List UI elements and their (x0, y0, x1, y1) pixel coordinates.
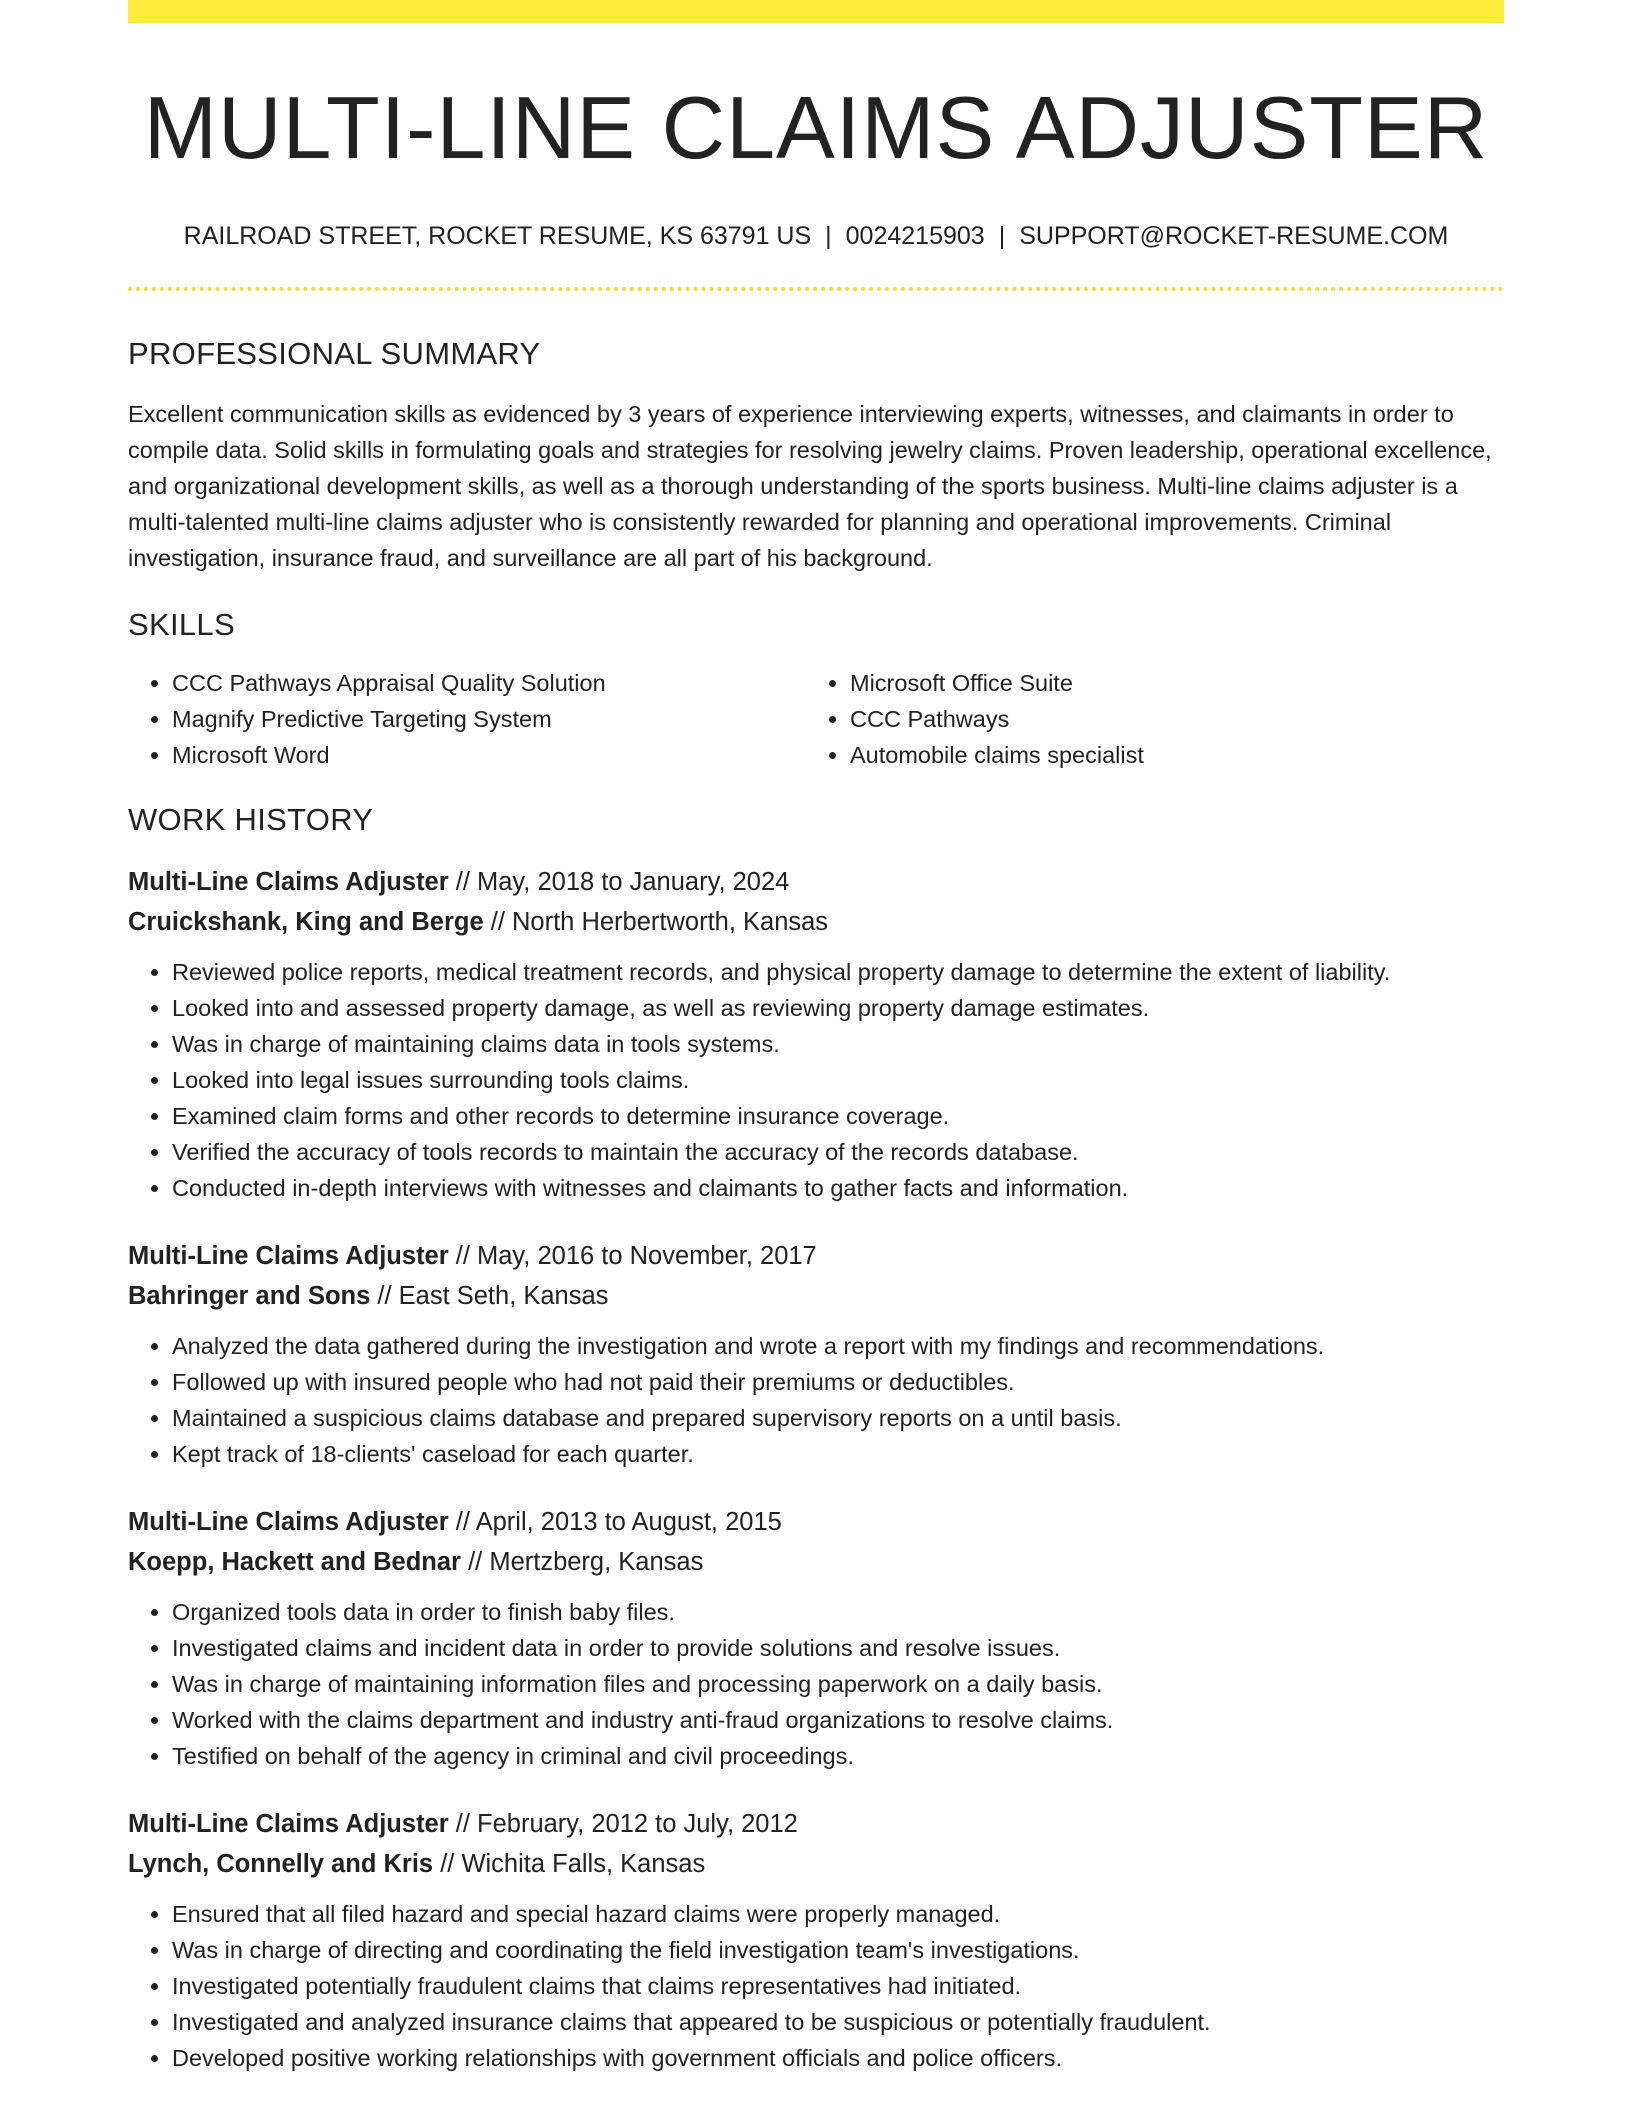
job-duty: • Verified the accuracy of tools records to maintain the accuracy of the records database. (172, 1134, 1504, 1170)
summary-heading: PROFESSIONAL SUMMARY (128, 335, 541, 371)
job-company: Bahringer and Sons (128, 1282, 371, 1311)
job-entry (128, 1236, 1504, 1472)
job-dates: // February, 2012 to July, 2012 (448, 1810, 798, 1839)
job-duty: • Ensured that all filed hazard and special hazard claims were properly managed. (172, 1896, 1504, 1932)
job-duty: • Worked with the claims department and industry anti-fraud organizations to resolve claims. (172, 1702, 1504, 1738)
job-duty: • Investigated claims and incident data in order to provide solutions and resolve issues. (172, 1630, 1504, 1666)
job-location: // Wichita Falls, Kansas (433, 1850, 706, 1879)
job-company-line (128, 902, 1504, 942)
contact-line (128, 221, 1504, 251)
job-duty: • Investigated and analyzed insurance claims that appeared to be suspicious or potentially fraudulent. (172, 2004, 1504, 2040)
job-duty: • Examined claim forms and other records to determine insurance coverage. (172, 1098, 1504, 1134)
job-duties-list (128, 954, 1504, 1206)
resume-page (128, 0, 1504, 2076)
job-company: Lynch, Connelly and Kris (128, 1850, 434, 1879)
skills-grid (128, 665, 1504, 773)
job-location: // East Seth, Kansas (370, 1282, 609, 1311)
job-role: Multi-Line Claims Adjuster (128, 868, 449, 897)
job-duties-list (128, 1896, 1504, 2076)
accent-bar (128, 0, 1504, 23)
skills-list-right (806, 665, 1484, 773)
work-history-heading: WORK HISTORY (128, 802, 374, 838)
job-role-line (128, 1502, 1504, 1542)
skill-item: • Automobile claims specialist (850, 737, 1484, 773)
job-duty: • Followed up with insured people who had not paid their premiums or deductibles. (172, 1364, 1504, 1400)
job-company-line (128, 1844, 1504, 1884)
skill-item: • CCC Pathways Appraisal Quality Solution (172, 665, 806, 701)
job-entry (128, 862, 1504, 1206)
job-duty: • Looked into and assessed property damage, as well as reviewing property damage estimates. (172, 990, 1504, 1026)
contact-separator: | (998, 221, 1006, 250)
job-duty: • Organized tools data in order to finish baby files. (172, 1594, 1504, 1630)
job-duty: • Kept track of 18-clients' caseload for each quarter. (172, 1436, 1504, 1472)
job-location: // North Herbertworth, Kansas (483, 908, 829, 937)
contact-separator: | (825, 221, 832, 250)
job-entry (128, 1804, 1504, 2076)
job-duty: • Developed positive working relationships with government officials and police officers. (172, 2040, 1504, 2076)
job-duty: • Was in charge of maintaining claims data in tools systems. (172, 1026, 1504, 1062)
job-role-line (128, 1804, 1504, 1844)
skill-item: • Microsoft Word (172, 737, 806, 773)
job-role: Multi-Line Claims Adjuster (128, 1810, 449, 1839)
job-duty: • Analyzed the data gathered during the investigation and wrote a report with my findings and recommendations. (172, 1328, 1504, 1364)
job-dates: // May, 2018 to January, 2024 (448, 868, 790, 897)
job-duties-list (128, 1328, 1504, 1472)
skills-list-left (128, 665, 806, 773)
job-dates: // May, 2016 to November, 2017 (448, 1242, 817, 1271)
job-entry (128, 1502, 1504, 1774)
contact-email: SUPPORT@ROCKET-RESUME.COM (1019, 221, 1449, 250)
job-duty: • Was in charge of directing and coordinating the field investigation team's investigations. (172, 1932, 1504, 1968)
job-role: Multi-Line Claims Adjuster (128, 1508, 449, 1537)
job-company: Koepp, Hackett and Bednar (128, 1548, 461, 1577)
job-duties-list (128, 1594, 1504, 1774)
contact-address: RAILROAD STREET, ROCKET RESUME, KS 63791 US (183, 221, 812, 250)
job-company-line (128, 1542, 1504, 1582)
job-dates: // April, 2013 to August, 2015 (448, 1508, 782, 1537)
skill-item: • CCC Pathways (850, 701, 1484, 737)
contact-phone: 0024215903 (845, 221, 985, 250)
job-company-line (128, 1276, 1504, 1316)
summary-paragraph: Excellent communication skills as evidenced by 3 years of experience interviewing experts, witnesses, and claimants in order to compile data. Solid skills in formulating goals and strategies for resolving jewelry claims. Proven leadership, operational excellence, and organizational development skills, as well as a thorough understanding of the sports business. Multi-line claims adjuster is a multi-talented multi-line claims adjuster who is consistently rewarded for planning and operational improvements. Criminal investigation, insurance fraud, and surveillance are all part of his background. (128, 400, 1492, 571)
skills-heading: SKILLS (128, 606, 235, 642)
job-location: // Mertzberg, Kansas (460, 1548, 704, 1577)
job-duty: • Looked into legal issues surrounding tools claims. (172, 1062, 1504, 1098)
job-duty: • Conducted in-depth interviews with witnesses and claimants to gather facts and information. (172, 1170, 1504, 1206)
job-duty: • Was in charge of maintaining information files and processing paperwork on a daily basis. (172, 1666, 1504, 1702)
job-company: Cruickshank, King and Berge (128, 908, 484, 937)
job-duty: • Reviewed police reports, medical treatment records, and physical property damage to determine the extent of liability. (172, 954, 1504, 990)
job-role-line (128, 1236, 1504, 1276)
job-role: Multi-Line Claims Adjuster (128, 1242, 449, 1271)
job-duty: • Testified on behalf of the agency in criminal and civil proceedings. (172, 1738, 1504, 1774)
job-duty: • Maintained a suspicious claims database and prepared supervisory reports on a until basis. (172, 1400, 1504, 1436)
job-role-line (128, 862, 1504, 902)
dotted-divider (128, 287, 1504, 291)
skill-item: • Microsoft Office Suite (850, 665, 1484, 701)
job-duty: • Investigated potentially fraudulent claims that claims representatives had initiated. (172, 1968, 1504, 2004)
skill-item: • Magnify Predictive Targeting System (172, 701, 806, 737)
resume-name-title: MULTI-LINE CLAIMS ADJUSTER (143, 78, 1489, 177)
